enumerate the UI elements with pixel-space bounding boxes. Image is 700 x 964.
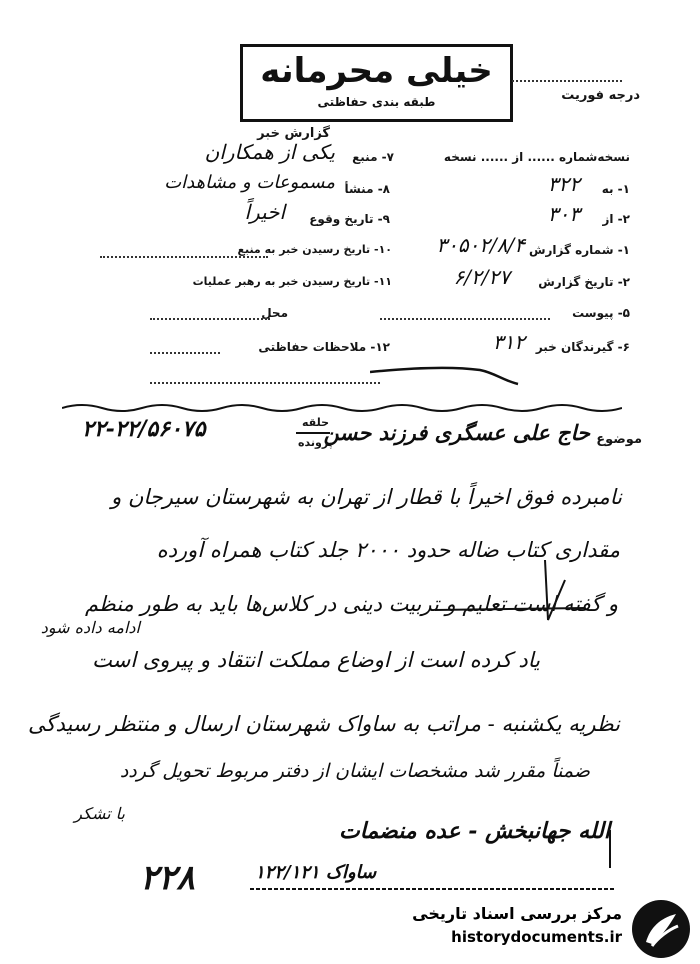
stamp-subtitle: طبقه بندی حفاظتی bbox=[317, 95, 436, 109]
stamp-classification: خیلی محرمانه bbox=[260, 51, 493, 91]
ops-receive-label: ۱۱- تاریخ رسیدن خبر به رهبر عملیات bbox=[192, 275, 392, 288]
source-value: یکی از همکاران bbox=[204, 140, 335, 164]
fraction-bottom: پرونده bbox=[298, 436, 333, 449]
file-number: ۲۲-۲۲/۵۶۰۷۵ bbox=[82, 416, 206, 442]
body-line-4: ادامه داده شود bbox=[40, 618, 140, 637]
signature-bracket bbox=[600, 830, 620, 870]
copy-number: نسخه‌شماره ...... از ...... نسخه bbox=[443, 150, 630, 164]
classification-stamp bbox=[240, 44, 513, 122]
fraction-top: حلقه bbox=[302, 416, 330, 429]
body-line-2: مقداری کتاب ضاله حدود ۲۰۰۰ جلد کتاب همراه آورده bbox=[156, 538, 620, 562]
bottom-rule bbox=[250, 884, 620, 894]
place-dots bbox=[150, 318, 270, 320]
priority-dots bbox=[512, 80, 622, 82]
archive-number: ۲۲۸ bbox=[140, 858, 195, 898]
attachment-dots bbox=[380, 318, 550, 320]
recipients-label: ۶- گیرندگان خبر bbox=[535, 340, 630, 354]
report-title: گزارش خبر bbox=[257, 126, 330, 141]
subject-value: حاج علی عسگری فرزند حسن bbox=[323, 420, 590, 445]
report-date-label: ۲- تاریخ گزارش bbox=[538, 275, 630, 289]
from-label: ۲- از bbox=[602, 212, 630, 226]
watermark-site: historydocuments.ir bbox=[451, 928, 622, 946]
subject-label: موضوع bbox=[596, 432, 642, 447]
place-label: محل bbox=[261, 306, 288, 320]
body-line-8: با تشکر bbox=[74, 804, 125, 823]
origin-label: ۸- منشأ bbox=[344, 182, 390, 196]
attachment-label: ۵- پیوست bbox=[572, 306, 630, 320]
source-label: ۷- منبع bbox=[352, 150, 394, 164]
recipients-value: ۳۱۲ bbox=[492, 330, 525, 354]
report-date-value: ۶/۲/۲۷ bbox=[453, 265, 510, 289]
body-line-3: و گفته است تعلیم و تربیت دینی در کلاس‌ها باید به طور منظم bbox=[85, 592, 618, 616]
from-value: ۳۰۳ bbox=[547, 202, 580, 226]
section-divider bbox=[62, 398, 622, 418]
to-label: ۱- به bbox=[601, 182, 630, 196]
fraction-bar bbox=[296, 432, 330, 434]
receive-date-dots bbox=[100, 256, 268, 258]
body-line-6: نظریه یکشنبه - مراتب به ساواک شهرستان ارسال و منتظر رسیدگی bbox=[27, 712, 620, 736]
priority-label: درجه فوریت bbox=[561, 88, 640, 103]
event-date-value: اخیراً bbox=[244, 200, 285, 224]
receive-date-label: ۱۰- تاریخ رسیدن خبر به منبع bbox=[237, 243, 392, 256]
report-number-label: ۱- شماره گزارش bbox=[528, 243, 630, 257]
bottom-dots bbox=[150, 382, 380, 384]
remarks-label: ۱۲- ملاحظات حفاظتی bbox=[258, 340, 390, 354]
watermark-org-name: مرکز بررسی اسناد تاریخی bbox=[412, 904, 622, 923]
document-archive-icon bbox=[630, 898, 692, 960]
body-line-7: ضمناً مقرر شد مشخصات ایشان از دفتر مربوط تحویل گردد bbox=[119, 760, 590, 782]
underline-mark bbox=[435, 600, 595, 620]
body-line-1: نامبرده فوق اخیراً با قطار از تهران به شهرستان سیرجان و bbox=[111, 485, 622, 509]
watermark bbox=[400, 896, 696, 962]
remarks-dots bbox=[150, 352, 220, 354]
signature: الله جهانبخش - عده منضمات bbox=[339, 818, 610, 844]
to-value: ۳۲۲ bbox=[547, 172, 580, 196]
body-line-5: یاد کرده است از اوضاع مملکت انتقاد و پیروی است bbox=[92, 648, 540, 672]
origin-value: مسموعات و مشاهدات bbox=[164, 172, 335, 193]
event-date-label: ۹- تاریخ وقوع bbox=[309, 212, 390, 226]
pen-stroke-line bbox=[370, 360, 520, 390]
bottom-code: ساواک ۱۲۲/۱۲۱ bbox=[255, 862, 377, 883]
report-number-value: ۳۰۵۰۲/۸/۴ bbox=[436, 233, 525, 257]
